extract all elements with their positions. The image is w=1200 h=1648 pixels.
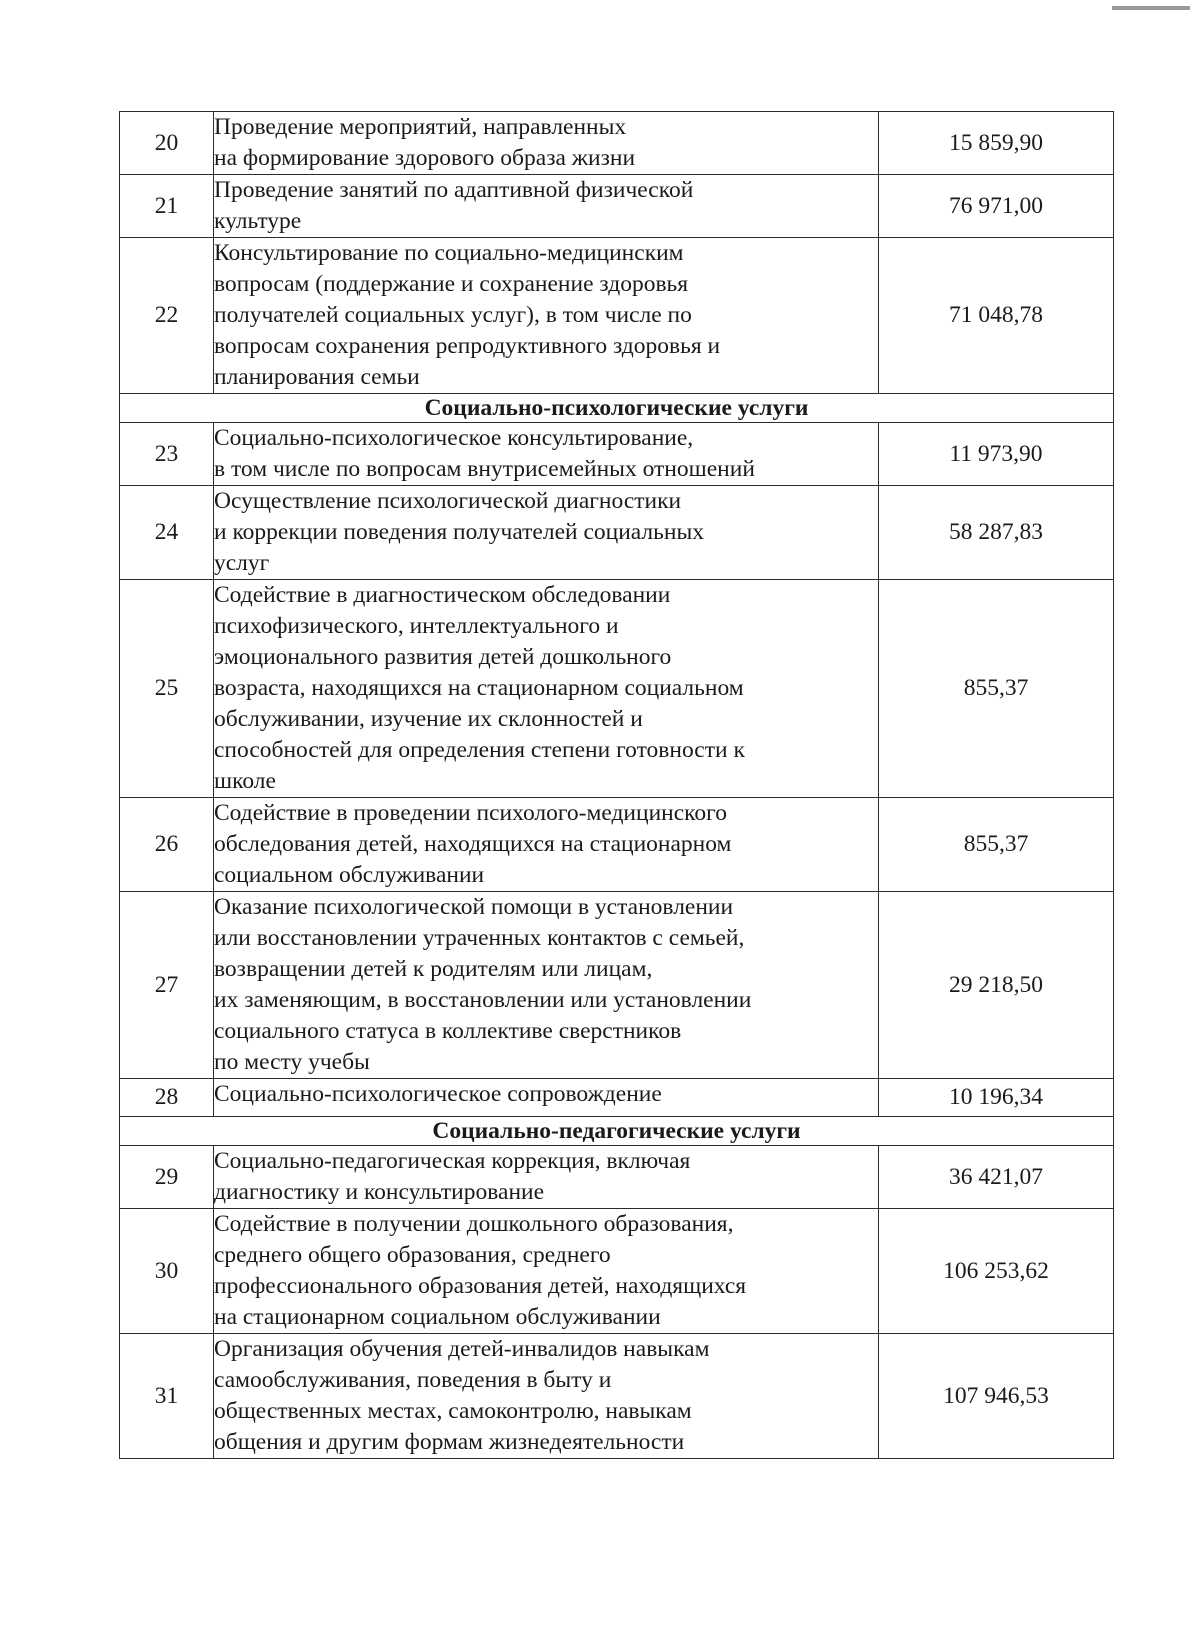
- service-price: 11 973,90: [879, 423, 1114, 486]
- service-price: 855,37: [879, 798, 1114, 892]
- row-number: 25: [120, 580, 214, 798]
- row-number: 27: [120, 892, 214, 1079]
- description-line: общественных местах, самоконтролю, навыкам: [214, 1398, 692, 1424]
- description-line: Консультирование по социально-медицинским: [214, 240, 684, 266]
- description-line: Проведение мероприятий, направленных: [214, 114, 627, 140]
- description-line: обследования детей, находящихся на стационарном: [214, 831, 732, 857]
- row-number: 28: [120, 1079, 214, 1117]
- description-line: Социально-психологическое консультирование,: [214, 425, 694, 451]
- service-description: [214, 1146, 879, 1209]
- table-row: [120, 238, 1114, 394]
- section-header-row: [120, 1117, 1114, 1146]
- services-price-table: [119, 111, 1114, 1459]
- table-row: [120, 423, 1114, 486]
- description-line: Социально-педагогическая коррекция, включая: [214, 1148, 691, 1174]
- service-description: [214, 580, 879, 798]
- table-body: [120, 112, 1114, 1459]
- table-row: [120, 580, 1114, 798]
- service-price: 76 971,00: [879, 175, 1114, 238]
- description-line: их заменяющим, в восстановлении или установлении: [214, 987, 752, 1013]
- table-row: [120, 1079, 1114, 1117]
- description-line: способностей для определения степени готовности к: [214, 737, 745, 763]
- description-line: на формирование здорового образа жизни: [214, 145, 636, 171]
- description-line: профессионального образования детей, находящихся: [214, 1273, 747, 1299]
- description-line: Содействие в получении дошкольного образования,: [214, 1211, 734, 1237]
- service-description: [214, 1209, 879, 1334]
- table-row: [120, 1334, 1114, 1459]
- description-line: культуре: [214, 208, 302, 234]
- service-description: [214, 175, 879, 238]
- row-number: 21: [120, 175, 214, 238]
- row-number: 22: [120, 238, 214, 394]
- service-price: 855,37: [879, 580, 1114, 798]
- description-line: планирования семьи: [214, 364, 420, 390]
- service-price: 15 859,90: [879, 112, 1114, 175]
- table-row: [120, 175, 1114, 238]
- description-line: вопросам (поддержание и сохранение здоровья: [214, 271, 689, 297]
- description-line: социального статуса в коллективе сверстников: [214, 1018, 682, 1044]
- section-header-row: [120, 394, 1114, 423]
- description-line: по месту учебы: [214, 1049, 370, 1075]
- description-line: Социально-психологическое сопровождение: [214, 1081, 662, 1107]
- description-line: общения и другим формам жизнедеятельности: [214, 1429, 685, 1455]
- service-price: 71 048,78: [879, 238, 1114, 394]
- description-line: услуг: [214, 550, 270, 576]
- service-description: [214, 798, 879, 892]
- row-number: 20: [120, 112, 214, 175]
- description-line: возраста, находящихся на стационарном социальном: [214, 675, 744, 701]
- description-line: получателей социальных услуг), в том числе по: [214, 302, 692, 328]
- description-line: школе: [214, 768, 276, 794]
- service-description: [214, 423, 879, 486]
- description-line: Содействие в диагностическом обследовании: [214, 582, 671, 608]
- table-row: [120, 1146, 1114, 1209]
- table-row: [120, 798, 1114, 892]
- row-number: 31: [120, 1334, 214, 1459]
- service-description: [214, 1334, 879, 1459]
- description-line: обслуживании, изучение их склонностей и: [214, 706, 643, 732]
- table-row: [120, 112, 1114, 175]
- service-description: [214, 1079, 879, 1117]
- description-line: возвращении детей к родителям или лицам,: [214, 956, 653, 982]
- description-line: среднего общего образования, среднего: [214, 1242, 611, 1268]
- table-row: [120, 892, 1114, 1079]
- description-line: и коррекции поведения получателей социальных: [214, 519, 704, 545]
- row-number: 23: [120, 423, 214, 486]
- description-line: социальном обслуживании: [214, 862, 485, 888]
- description-line: в том числе по вопросам внутрисемейных отношений: [214, 456, 755, 482]
- description-line: диагностику и консультирование: [214, 1179, 545, 1205]
- section-title: Социально-педагогические услуги: [120, 1117, 1114, 1146]
- row-number: 24: [120, 486, 214, 580]
- service-price: 107 946,53: [879, 1334, 1114, 1459]
- description-line: психофизического, интеллектуального и: [214, 613, 619, 639]
- service-price: 29 218,50: [879, 892, 1114, 1079]
- row-number: 29: [120, 1146, 214, 1209]
- scan-corner-mark: [1112, 6, 1190, 10]
- description-line: эмоционального развития детей дошкольного: [214, 644, 672, 670]
- service-price: 58 287,83: [879, 486, 1114, 580]
- description-line: Оказание психологической помощи в установлении: [214, 894, 734, 920]
- row-number: 30: [120, 1209, 214, 1334]
- service-price: 36 421,07: [879, 1146, 1114, 1209]
- row-number: 26: [120, 798, 214, 892]
- table-row: [120, 1209, 1114, 1334]
- section-title: Социально-психологические услуги: [120, 394, 1114, 423]
- description-line: Организация обучения детей-инвалидов навыкам: [214, 1336, 710, 1362]
- description-line: или восстановлении утраченных контактов с семьей,: [214, 925, 745, 951]
- service-description: [214, 486, 879, 580]
- service-price: 10 196,34: [879, 1079, 1114, 1117]
- service-description: [214, 892, 879, 1079]
- description-line: Содействие в проведении психолого-медицинского: [214, 800, 727, 826]
- description-line: Осуществление психологической диагностики: [214, 488, 682, 514]
- table-row: [120, 486, 1114, 580]
- service-description: [214, 238, 879, 394]
- description-line: Проведение занятий по адаптивной физической: [214, 177, 694, 203]
- description-line: на стационарном социальном обслуживании: [214, 1304, 661, 1330]
- service-price: 106 253,62: [879, 1209, 1114, 1334]
- service-description: [214, 112, 879, 175]
- description-line: самообслуживания, поведения в быту и: [214, 1367, 612, 1393]
- description-line: вопросам сохранения репродуктивного здоровья и: [214, 333, 721, 359]
